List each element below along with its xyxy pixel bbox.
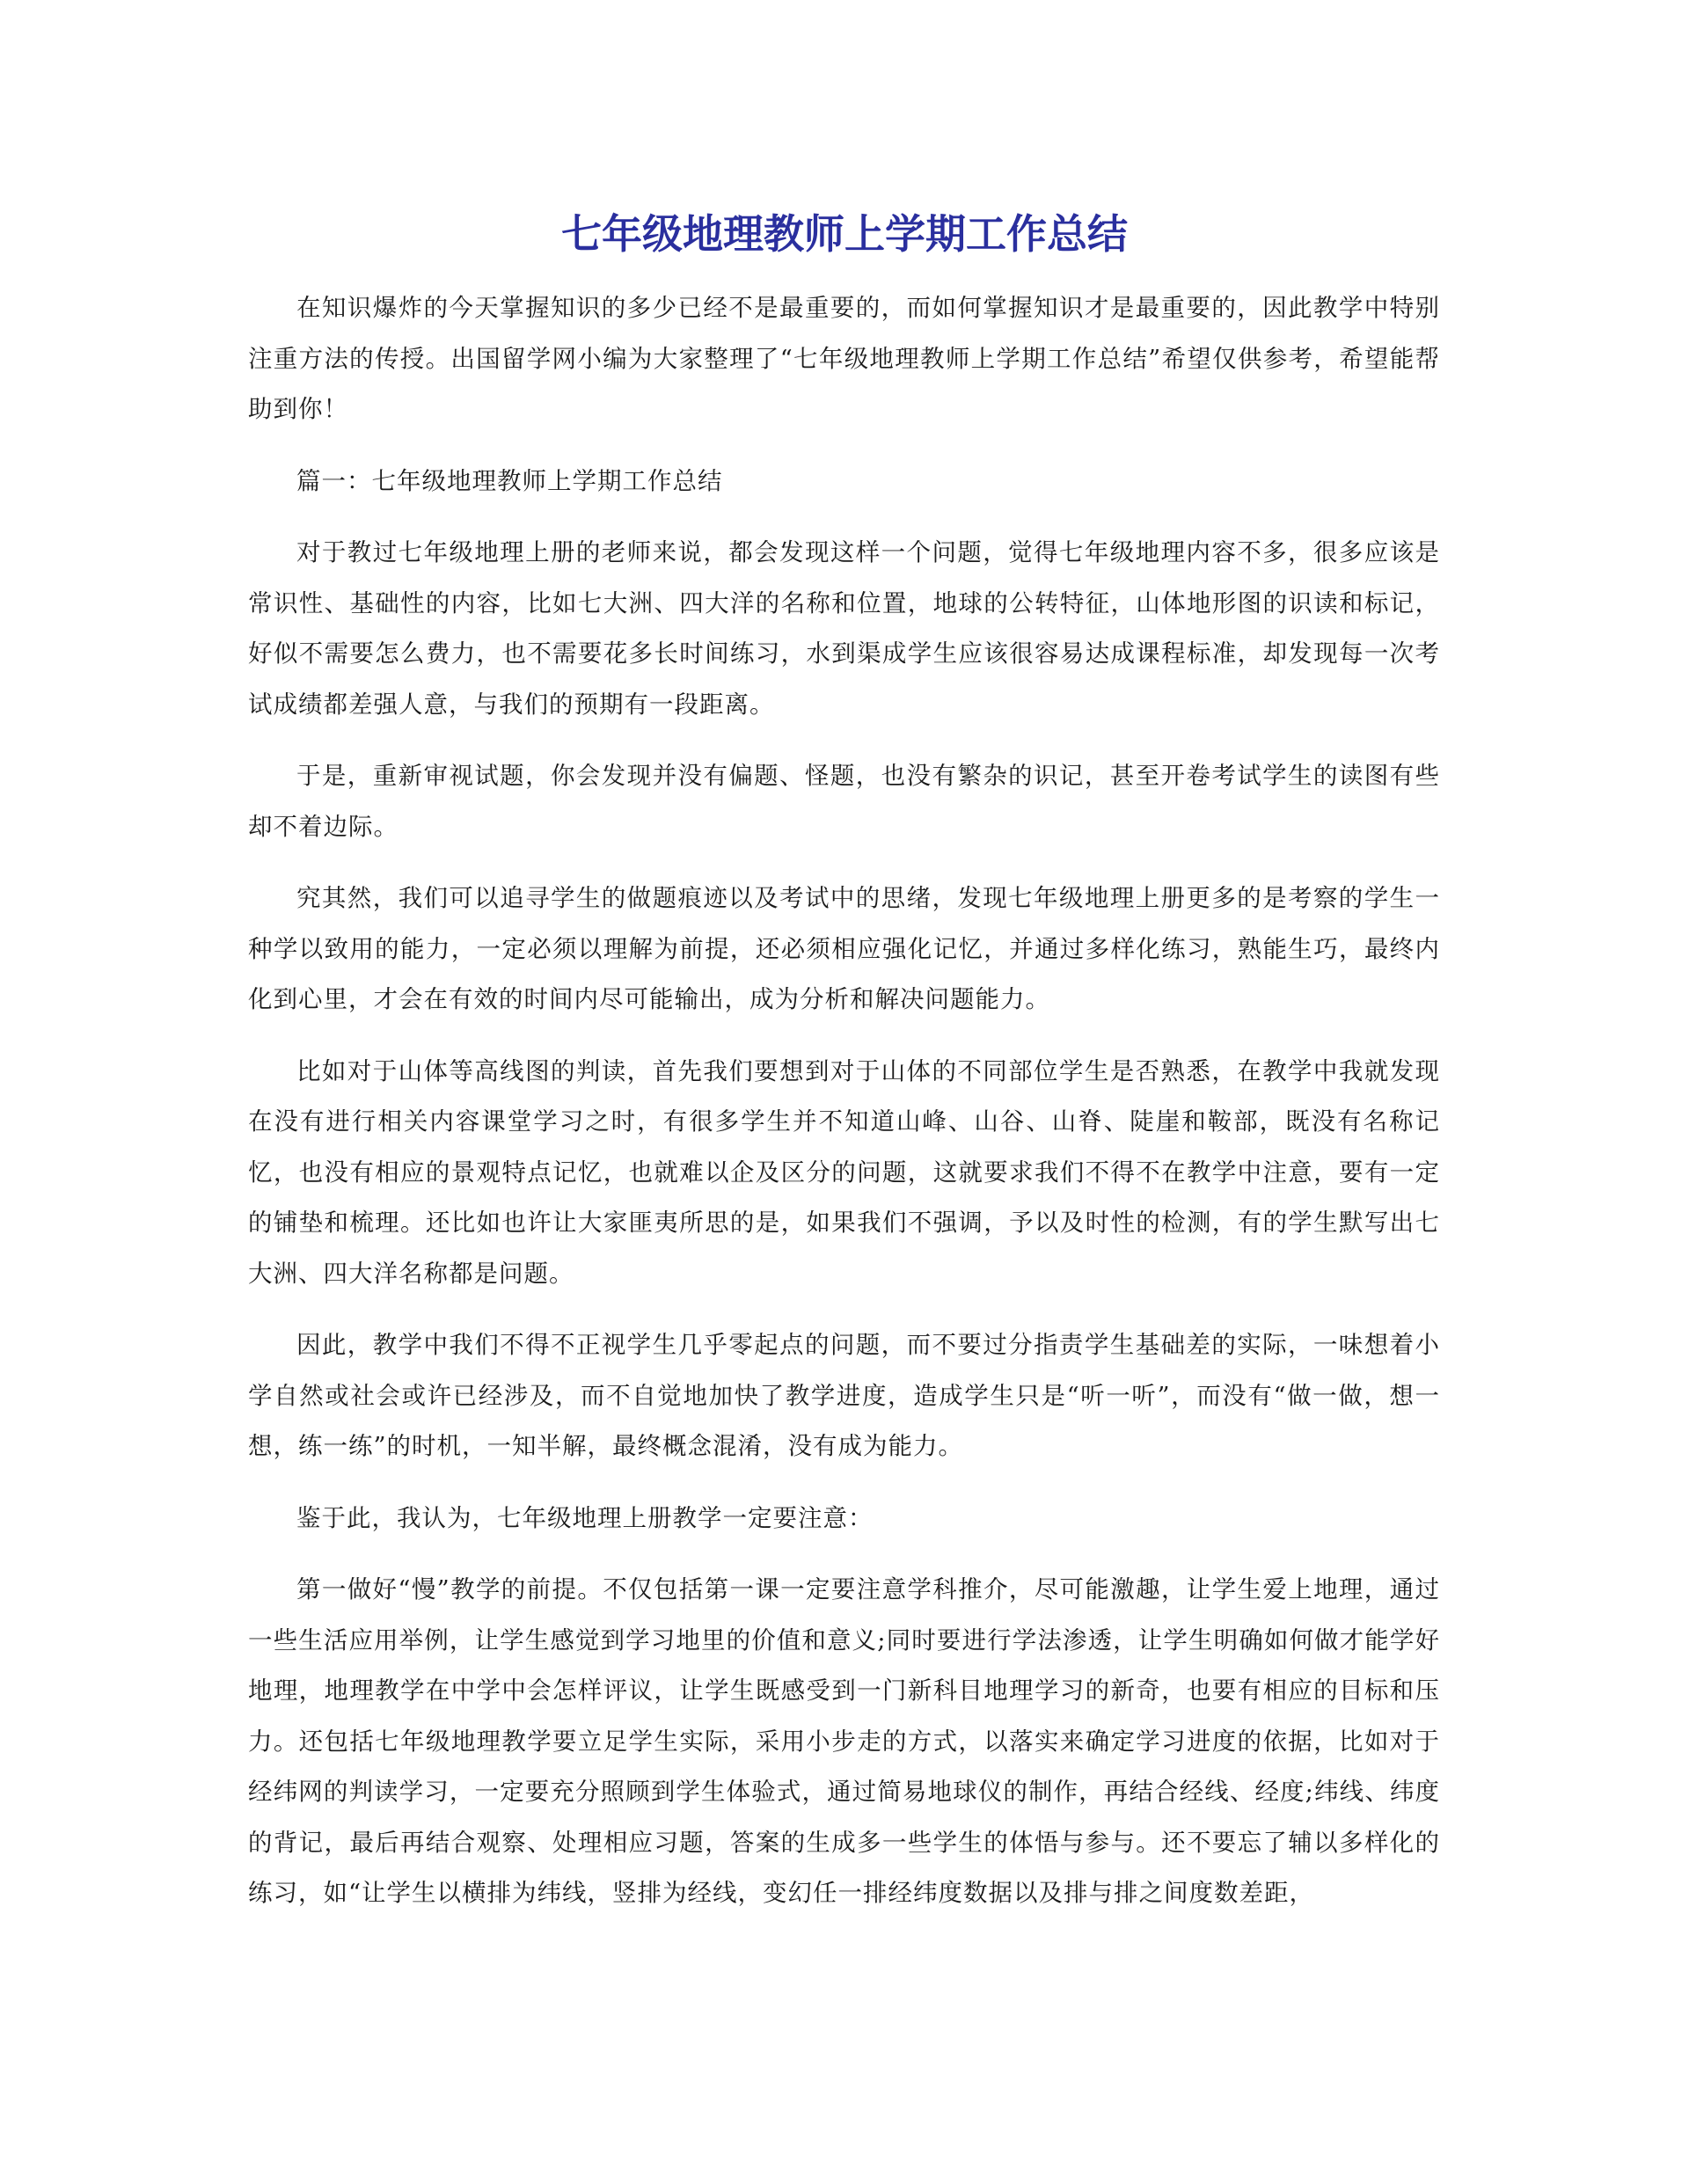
document-body <box>248 283 1440 1940</box>
paragraph: 第一做好“慢”教学的前提。不仅包括第一课一定要注意学科推介，尽可能激趣，让学生爱上地理，通过一些生活应用举例，让学生感觉到学习地里的价值和意义;同时要进行学法渗透，让学生明确如何做才能学好地理，地理教学在中学中会怎样评议，让学生既感受到一门新科目地理学习的新奇，也要有相应的目标和压力。还包括七年级地理教学要立足学生实际，采用小步走的方式，以落实来确定学习进度的依据，比如对于经纬网的判读学习，一定要充分照顾到学生体验式，通过简易地球仪的制作，再结合经线、经度;纬线、纬度的背记，最后再结合观察、处理相应习题，答案的生成多一些学生的体悟与参与。还不要忘了辅以多样化的练习，如“让学生以横排为纬线，竖排为经线，变幻任一排经纬度数据以及排与排之间度数差距， <box>248 1575 1440 1907</box>
paragraph: 比如对于山体等高线图的判读，首先我们要想到对于山体的不同部位学生是否熟悉，在教学中我就发现在没有进行相关内容课堂学习之时，有很多学生并不知道山峰、山谷、山脊、陡崖和鞍部，既没有名称记忆，也没有相应的景观特点记忆，也就难以企及区分的问题，这就要求我们不得不在教学中注意，要有一定的铺垫和梳理。还比如也许让大家匪夷所思的是，如果我们不强调，予以及时性的检测，有的学生默写出七大洲、四大洋名称都是问题。 <box>248 1056 1440 1288</box>
paragraph-intro: 在知识爆炸的今天掌握知识的多少已经不是最重要的，而如何掌握知识才是最重要的，因此教学中特别注重方法的传授。出国留学网小编为大家整理了“七年级地理教师上学期工作总结”希望仅供参考，希望能帮助到你！ <box>248 294 1440 423</box>
paragraph: 鉴于此，我认为，七年级地理上册教学一定要注意： <box>296 1503 874 1532</box>
section-heading: 篇一：七年级地理教师上学期工作总结 <box>296 466 723 495</box>
document-title: 七年级地理教师上学期工作总结 <box>561 210 1128 258</box>
paragraph: 于是，重新审视试题，你会发现并没有偏题、怪题，也没有繁杂的识记，甚至开卷考试学生的读图有些却不着边际。 <box>248 762 1440 841</box>
paragraph: 对于教过七年级地理上册的老师来说，都会发现这样一个问题，觉得七年级地理内容不多，很多应该是常识性、基础性的内容，比如七大洲、四大洋的名称和位置，地球的公转特征，山体地形图的识读和标记，好似不需要怎么费力，也不需要花多长时间练习，水到渠成学生应该很容易达成课程标准，却发现每一次考试成绩都差强人意，与我们的预期有一段距离。 <box>248 538 1440 719</box>
paragraph: 因此，教学中我们不得不正视学生几乎零起点的问题，而不要过分指责学生基础差的实际，一味想着小学自然或社会或许已经涉及，而不自觉地加快了教学进度，造成学生只是“听一听”，而没有“做一做，想一想，练一练”的时机，一知半解，最终概念混淆，没有成为能力。 <box>248 1331 1440 1460</box>
paragraph: 究其然，我们可以追寻学生的做题痕迹以及考试中的思绪，发现七年级地理上册更多的是考察的学生一种学以致用的能力，一定必须以理解为前提，还必须相应强化记忆，并通过多样化练习，熟能生巧，最终内化到心里，才会在有效的时间内尽可能输出，成为分析和解决问题能力。 <box>248 884 1440 1013</box>
